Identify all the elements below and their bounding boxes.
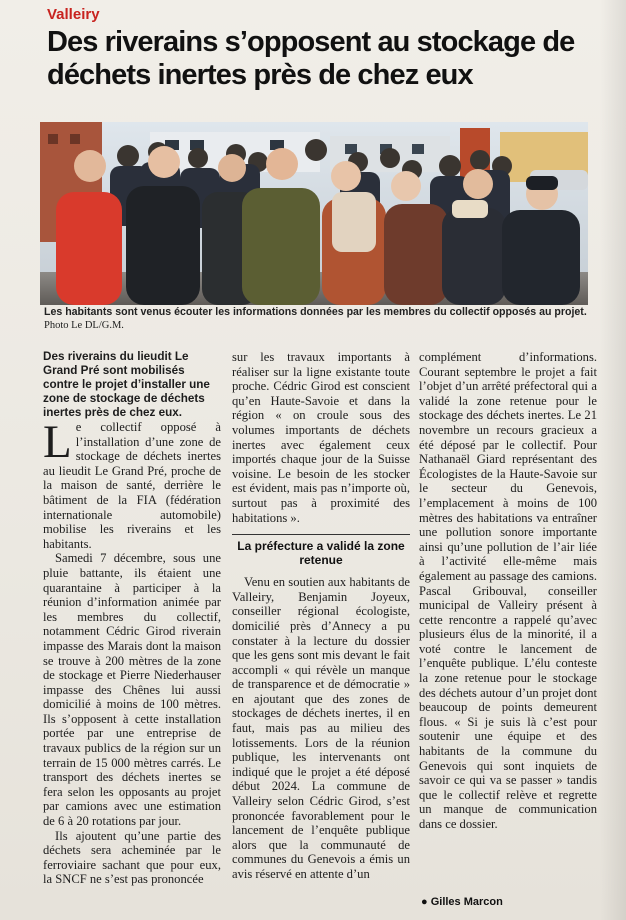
article-paragraph-1: Le collectif opposé à l’installation d’une zone de stockage de déchets inertes au lieudit Le Grand Pré, proche de la maison de santé, derrière le bâtiment de la FIA (fédération internationale automobile) mobilise les riverains et les habitants.	[43, 416, 221, 551]
article-kicker: Valleiry	[47, 6, 100, 23]
article-signature: ● Gilles Marcon	[421, 896, 503, 908]
article-column-3	[419, 350, 597, 832]
article-column-2	[232, 350, 410, 882]
article-chapo: Des riverains du lieudit Le Grand Pré sont mobilisés contre le projet d’installer une zone de stockage de déchets inertes près de chez eux.	[43, 350, 210, 419]
crowd-photo-illustration	[40, 122, 588, 305]
article-paragraph-2: Samedi 7 décembre, sous une pluie battante, ils étaient une quarantaine à participer à la réunion d’information animée par les membres du collectif, notamment Cédric Girod riverain impasse des Marais dont la maison se trouve à 200 mètres de la zone de stockage et Pierre Niederhauser impasse des Chênes lui aussi domicilié à moins de 100 mètres. Ils s’opposent à cette installation portée par une entreprise de travaux publics de la région sur un terrain de 15 000 mètres carrés. Le transport des déchets inertes se fera selon les opposants au projet par camions avec une estimation de 6 à 20 rotations par jour.	[43, 551, 221, 829]
page-shadow	[600, 0, 626, 920]
article-headline: Des riverains s’opposent au stockage de déchets inertes près de chez eux	[47, 26, 575, 91]
article-paragraph-cont: complément d’informations. Courant septembre le projet a fait l’objet d’un arrêté préfectoral qui a validé la zone retenue pour le stockage des déchets inertes. Le 21 novembre un recours gracieux a été déposé par le collectif. Pour Nathanaël Giard représentant des Écologistes de la Haute-Savoie sur le secteur du Genevois, l’emplacement à moins de 100 mètres des habitations va entraîner une pollution sonore importante ainsi qu’une pollution de l’air liée à l’activité elle-même mais également au passage des camions. Pascal Gribouval, conseiller municipal de Valleiry présent à cette rencontre a rappelé qu’avec plusieurs élus de la minorité, il a voté contre le lancement de l’enquête publique. L’élu conteste la zone retenue pour le stockage des déchets autour d’un projet dont beaucoup de points demeurent flous. « Si je suis là c’est pour soutenir une équipe et des habitants de la commune du Genevois qui sont inquiets de savoir ce qui va se passer » tandis que le collectif relève et regrette un manque de communication dans ce dossier.	[419, 350, 597, 831]
article-paragraph-cont: sur les travaux importants à réaliser sur la ligne existante toute proche. Cédric Girod est conscient qu’en Haute-Savoie et dans la région « on croule sous des volumes importants de déchets inertes avec également ceux importés chaque jour de la Suisse voisine. Le besoin de les stocker est évident, mais pas n’importe où, surtout pas à proximité des habitations ».	[232, 350, 410, 525]
article-paragraph-4: Venu en soutien aux habitants de Valleiry, Benjamin Joyeux, conseiller régional écologiste, domicilié près d’Annecy a pu constater à la lecture du dossier que les gens sont mis devant le fait accompli « qui révèle un manque de transparence et de démocratie » en ajoutant que des zones de stockages de déchets inertes, il en faut, mais pas au milieu des lotissements. Lors de la réunion publique, les intervenants ont indiqué que le projet a été déposé début 2024. La commune de Valleiry selon Cédric Girod, s’est prononcée favorablement pour le lancement de l’enquête publique alors que la communauté de communes du Genevois a émis un avis réservé en attente d’un	[232, 575, 410, 881]
article-column-1	[43, 350, 221, 887]
caption-text: Les habitants sont venus écouter les informations données par les membres du collectif opposés au projet.	[44, 306, 587, 318]
photo-credit: Photo Le DL/G.M.	[44, 320, 124, 331]
article-paragraph-3: Ils ajoutent qu’une partie des déchets sera acheminée par le ferroviaire sachant que pour eux, la SNCF ne s’est pas prononcée	[43, 828, 221, 887]
article-intertitle: La préfecture a validé la zone retenue	[232, 534, 410, 567]
article-photo	[40, 122, 588, 305]
photo-caption	[44, 306, 592, 332]
